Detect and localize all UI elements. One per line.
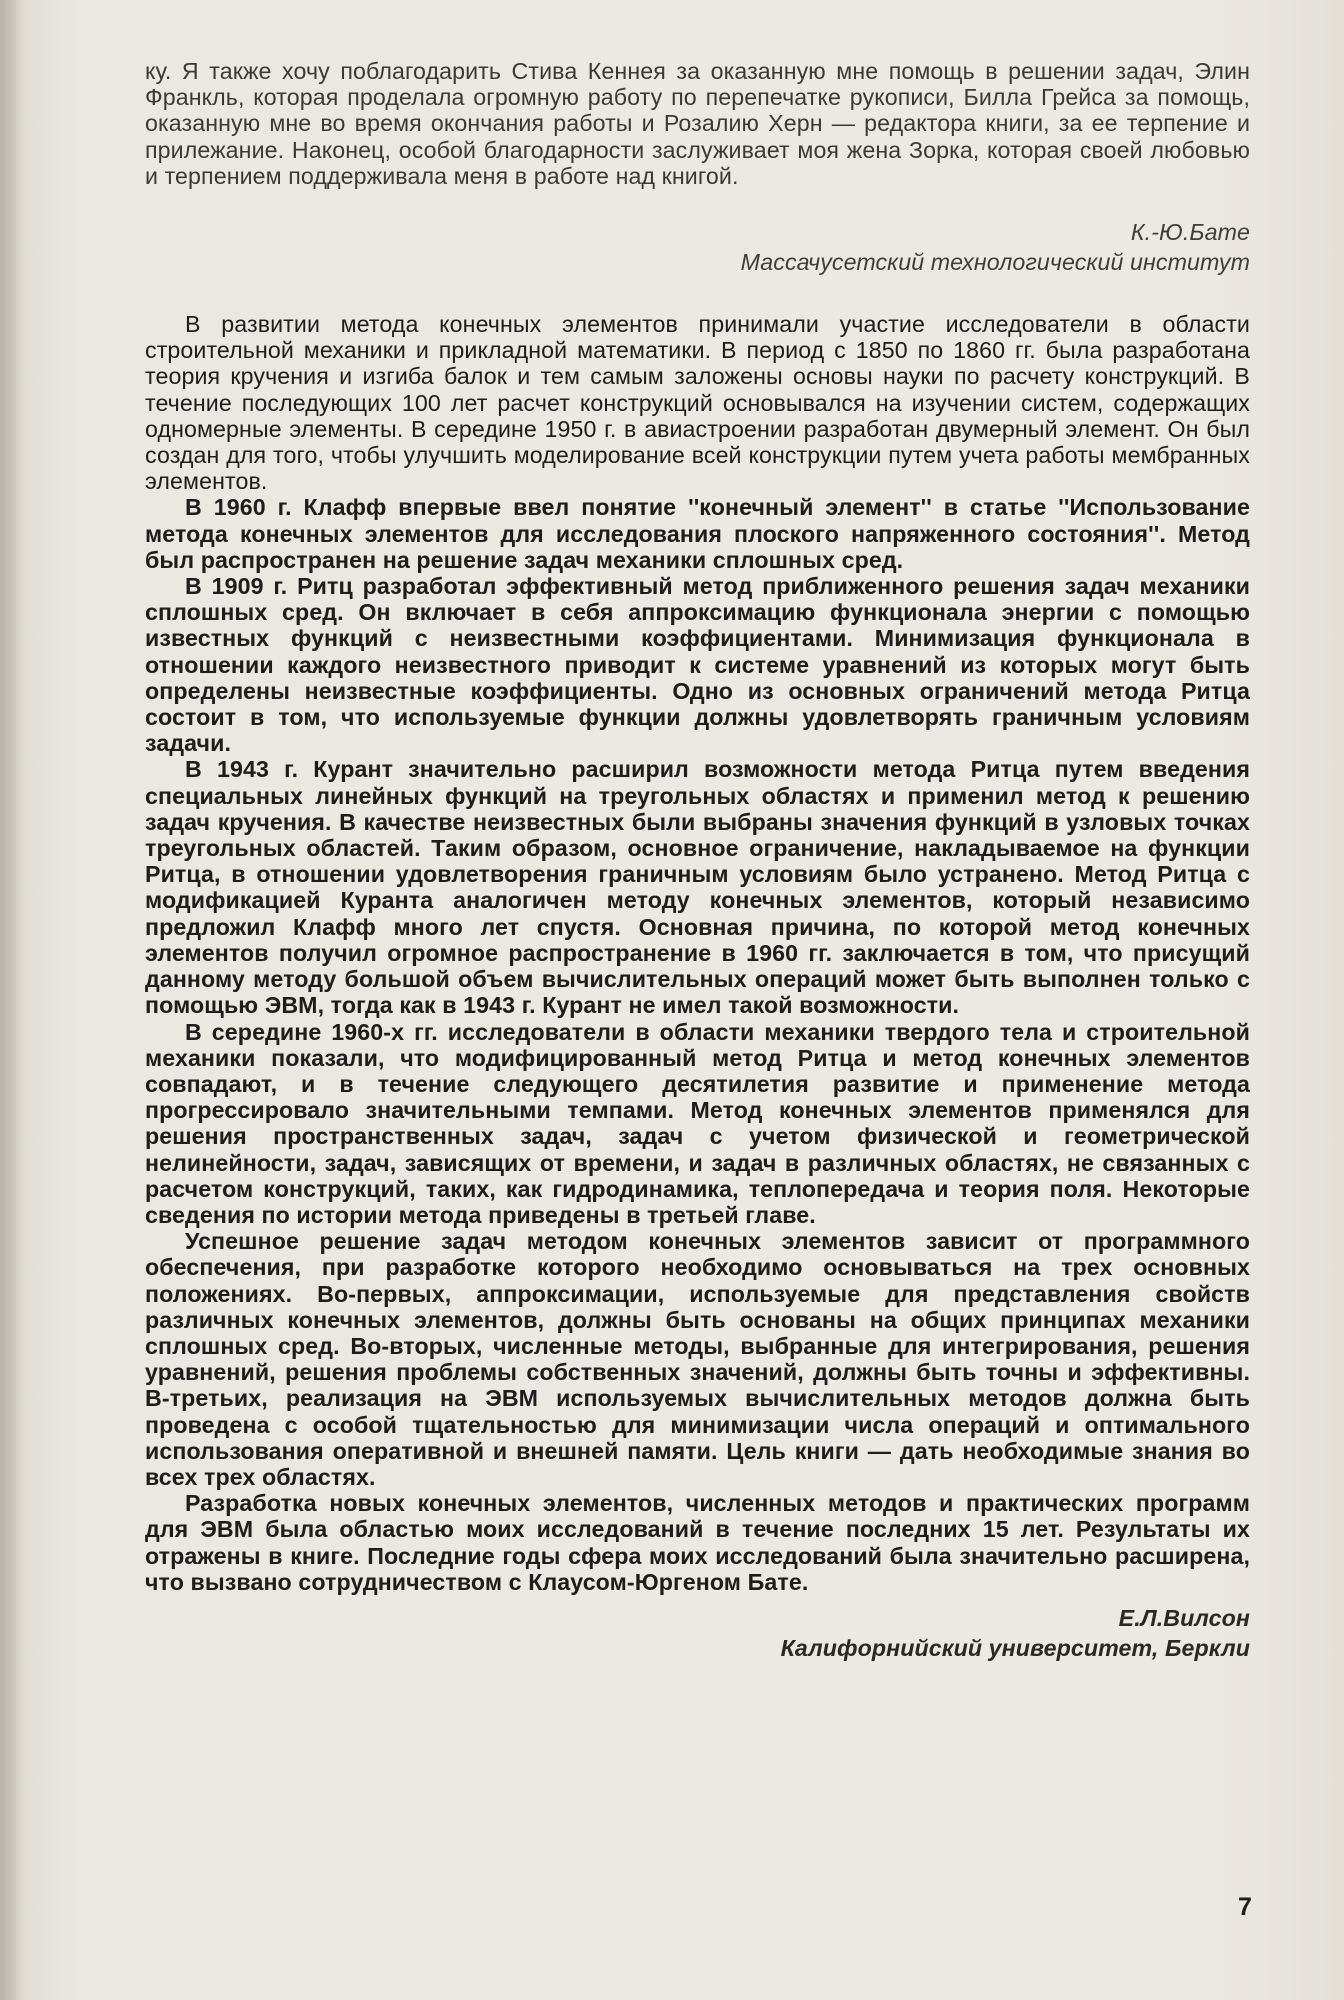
- signature-institution: Калифорнийский университет, Беркли: [780, 1634, 1250, 1661]
- signature-name: Е.Л.Вилсон: [1118, 1604, 1250, 1631]
- page-text: [145, 58, 1250, 1663]
- paragraph-software: Успешное решение задач методом конечных элементов зависит от программного обеспечения, при разработке которого необходимо основываться на трех основных положениях. Во-первых, аппроксимации, используемые для представления свойств различных конечных элементов, должны быть основаны на общих принципах механики сплошных сред. Во-вторых, численные методы, выбранные для интегрирования, решения уравнений, решения проблемы собственных значений, должны быть точны и эффективны. В-третьих, реализация на ЭВМ используемых вычислительных методов должна быть проведена с особой тщательностью для минимизации числа операций и оптимального использования оперативной и внешней памяти. Цель книги — дать необходимые знания во всех трех областях.: [145, 1228, 1250, 1490]
- paragraph-history-5: В середине 1960-х гг. исследователи в области механики твердого тела и строительной механики показали, что модифицированный метод Ритца и метод конечных элементов совпадают, и в течение следующего десятилетия развитие и применение метода прогрессировало значительными темпами. Метод конечных элементов применялся для решения пространственных задач, задач с учетом физической и геометрической нелинейности, задач, зависящих от времени, и задач в различных областях, не связанных с расчетом конструкций, таких, как гидродинамика, теплопередача и теория поля. Некоторые сведения по истории метода приведены в третьей главе.: [145, 1018, 1250, 1228]
- intro-paragraph: ку. Я также хочу поблагодарить Стива Кеннея за оказанную мне помощь в решении задач, Элин Франкль, которая проделала огромную работу по перепечатке рукописи, Билла Грейса за помощь, оказанную мне во время окончания работы и Розалию Херн — редактора книги, за ее терпение и прилежание. Наконец, особой благодарности заслуживает моя жена Зорка, которая своей любовью и терпением поддерживала меня в работе над книгой.: [145, 58, 1250, 189]
- paragraph-research: Разработка новых конечных элементов, численных методов и практических программ для ЭВМ была областью моих исследований в течение последних 15 лет. Результаты их отражены в книге. Последние годы сфера моих исследований была значительно расширена, что вызвано сотрудничеством с Клаусом-Юргеном Бате.: [145, 1490, 1250, 1595]
- signature-bathe: [145, 217, 1250, 277]
- signature-institution: Массачусетский технологический институт: [740, 249, 1250, 276]
- signature-wilson: [145, 1603, 1250, 1663]
- paragraph-history-4: В 1943 г. Курант значительно расширил возможности метода Ритца путем введения специальных линейных функций на треугольных областях и применил метод к решению задач кручения. В качестве неизвестных были выбраны значения функций в узловых точках треугольных областей. Таким образом, основное ограничение, накладываемое на функции Ритца, в отношении удовлетворения граничным условиям было устранено. Метод Ритца с модификацией Куранта аналогичен методу конечных элементов, который независимо предложил Клафф много лет спустя. Основная причина, по которой метод конечных элементов получил огромное распространение в 1960 гг. заключается в том, что присущий данному методу большой объем вычислительных операций может быть выполнен только с помощью ЭВМ, тогда как в 1943 г. Курант не имел такой возможности.: [145, 756, 1250, 1019]
- paragraph-history-1: В развитии метода конечных элементов принимали участие исследователи в области строительной механики и прикладной математики. В период с 1850 по 1860 гг. была разработана теория кручения и изгиба балок и тем самым заложены основы науки по расчету конструкций. В течение последующих 100 лет расчет конструкций основывался на изучении систем, содержащих одномерные элементы. В середине 1950 г. в авиастроении разработан двумерный элемент. Он был создан для того, чтобы улучшить моделирование всей конструкции путем учета работы мембранных элементов.: [145, 311, 1250, 495]
- signature-name: К.-Ю.Бате: [1130, 219, 1250, 246]
- page-number: 7: [1238, 1893, 1252, 1921]
- paragraph-history-3: В 1909 г. Ритц разработал эффективный метод приближенного решения задач механики сплошных сред. Он включает в себя аппроксимацию функционала энергии с помощью известных функций с неизвестными коэффициентами. Минимизация функционала в отношении каждого неизвестного приводит к системе уравнений из которых могут быть определены неизвестные коэффициенты. Одно из основных ограничений метода Ритца состоит в том, что используемые функции должны удовлетворять граничным условиям задачи.: [145, 573, 1250, 757]
- paragraph-history-2: В 1960 г. Клафф впервые ввел понятие ''конечный элемент'' в статье ''Использование метода конечных элементов для исследования плоского напряженного состояния''. Метод был распространен на решение задач механики сплошных сред.: [145, 494, 1250, 573]
